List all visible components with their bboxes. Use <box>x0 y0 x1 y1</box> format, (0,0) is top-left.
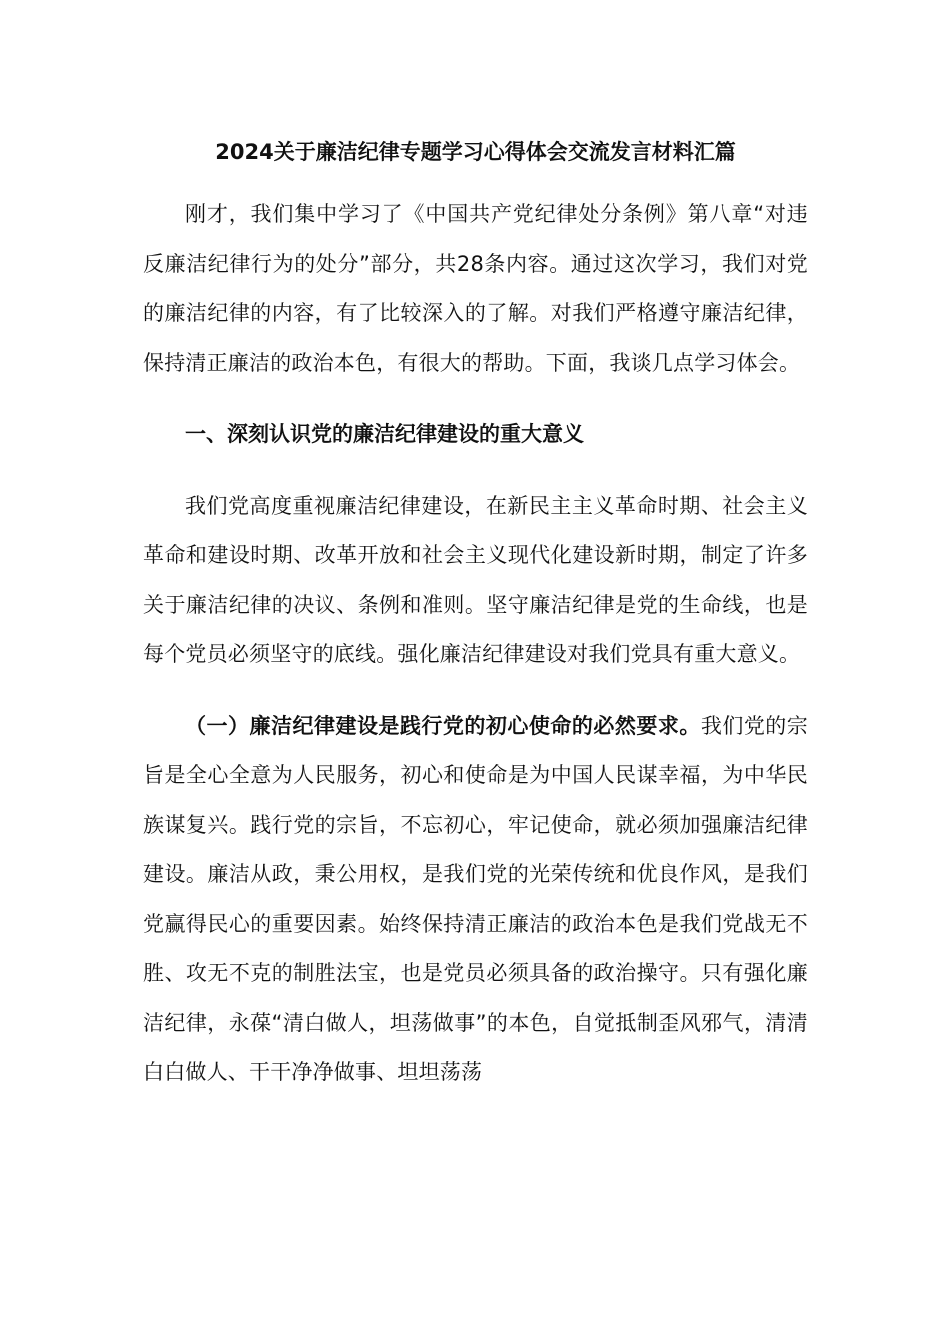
spacer <box>143 460 808 482</box>
section-paragraph: 我们党高度重视廉洁纪律建设，在新民主主义革命时期、社会主义革命和建设时期、改革开放和社会主义现代化建设新时期，制定了许多关于廉洁纪律的决议、条例和准则。坚守廉洁纪律是党的生命线，也是每个党员必须坚守的底线。强化廉洁纪律建设对我们党具有重大意义。 <box>143 493 808 666</box>
intro-paragraph: 刚才，我们集中学习了《中国共产党纪律处分条例》第八章“对违反廉洁纪律行为的处分”部分，共28条内容。通过这次学习，我们对党的廉洁纪律的内容，有了比较深入的了解。对我们严格遵守廉洁纪律，保持清正廉洁的政治本色，有很大的帮助。下面，我谈几点学习体会。 <box>143 202 808 375</box>
document-title: 2024关于廉洁纪律专题学习心得体会交流发言材料汇篇 <box>215 140 736 164</box>
spacer <box>143 172 808 190</box>
subsection-text: 我们党的宗旨是全心全意为人民服务，初心和使命是为中国人民谋幸福，为中华民族谋复兴。践行党的宗旨，不忘初心，牢记使命，就必须加强廉洁纪律建设。廉洁从政，秉公用权，是我们党的光荣传统和优良作风，是我们党赢得民心的重要因素。始终保持清正廉洁的政治本色是我们党战无不胜、攻无不克的制胜法宝，也是党员必须具备的政治操守。只有强化廉洁纪律，永葆“清白做人，坦荡做事”的本色，自觉抵制歪风邪气，清清白白做人、干干净净做事、坦坦荡荡 <box>143 713 808 1084</box>
subsection-lead: （一）廉洁纪律建设是践行党的初心使命的必然要求。 <box>185 713 701 738</box>
spacer <box>143 680 808 702</box>
document-body <box>143 132 808 1098</box>
section-heading: 一、深刻认识党的廉洁纪律建设的重大意义 <box>185 422 584 446</box>
subsection-paragraph <box>143 702 808 1098</box>
spacer <box>143 388 808 410</box>
